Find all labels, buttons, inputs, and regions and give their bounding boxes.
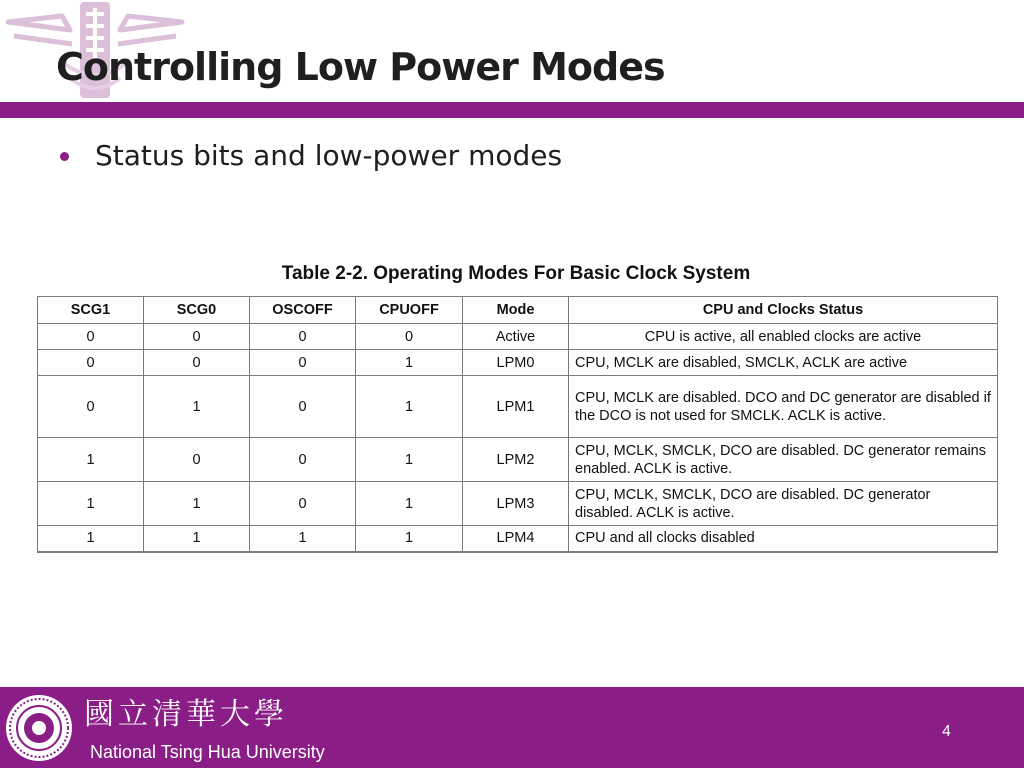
cell-scg0: 0 — [144, 324, 250, 350]
cell-scg1: 0 — [38, 350, 144, 376]
cell-mode: LPM1 — [463, 376, 569, 438]
operating-modes-table — [37, 296, 998, 553]
page-number: 4 — [942, 723, 951, 740]
cell-oscoff: 0 — [250, 324, 356, 350]
bullet-item — [60, 136, 562, 176]
footer-bar — [0, 687, 1024, 768]
cell-scg1: 0 — [38, 376, 144, 438]
cell-oscoff: 0 — [250, 482, 356, 526]
nthu-seal-icon — [4, 693, 74, 763]
table-row — [38, 376, 998, 438]
table-row — [38, 324, 998, 350]
cell-status: CPU, MCLK are disabled. DCO and DC generator are disabled if the DCO is not used for SMCLK. ACLK is active. — [569, 376, 998, 438]
cell-cpuoff: 0 — [356, 324, 463, 350]
cell-scg1: 1 — [38, 438, 144, 482]
bullet-dot-icon — [60, 152, 69, 161]
bullet-text: Status bits and low-power modes — [95, 139, 563, 172]
cell-scg0: 1 — [144, 376, 250, 438]
table-row — [38, 350, 998, 376]
university-name: National Tsing Hua University — [90, 742, 325, 762]
header-cpuoff: CPUOFF — [356, 297, 463, 324]
table-row — [38, 526, 998, 552]
table-caption: Table 2-2. Operating Modes For Basic Clock System — [281, 263, 751, 284]
cell-oscoff: 1 — [250, 526, 356, 552]
cell-mode: LPM4 — [463, 526, 569, 552]
cell-scg1: 1 — [38, 482, 144, 526]
cell-mode: Active — [463, 324, 569, 350]
table-row — [38, 482, 998, 526]
header-mode: Mode — [463, 297, 569, 324]
header-oscoff: OSCOFF — [250, 297, 356, 324]
cell-status: CPU, MCLK are disabled, SMCLK, ACLK are active — [569, 350, 998, 376]
table-header-row — [38, 297, 998, 324]
header-status: CPU and Clocks Status — [569, 297, 998, 324]
cell-cpuoff: 1 — [356, 350, 463, 376]
cell-scg0: 1 — [144, 482, 250, 526]
slide-title: Controlling Low Power Modes — [56, 45, 665, 89]
cell-mode: LPM3 — [463, 482, 569, 526]
cell-status: CPU, MCLK, SMCLK, DCO are disabled. DC generator remains enabled. ACLK is active. — [569, 438, 998, 482]
cell-status: CPU, MCLK, SMCLK, DCO are disabled. DC generator disabled. ACLK is active. — [569, 482, 998, 526]
cell-scg0: 0 — [144, 350, 250, 376]
cell-oscoff: 0 — [250, 350, 356, 376]
cell-scg1: 1 — [38, 526, 144, 552]
cell-oscoff: 0 — [250, 438, 356, 482]
cell-mode: LPM0 — [463, 350, 569, 376]
cell-scg1: 0 — [38, 324, 144, 350]
table-row — [38, 438, 998, 482]
title-divider-bar — [0, 102, 1024, 118]
cell-scg0: 1 — [144, 526, 250, 552]
cell-cpuoff: 1 — [356, 438, 463, 482]
cell-oscoff: 0 — [250, 376, 356, 438]
cell-cpuoff: 1 — [356, 376, 463, 438]
cell-cpuoff: 1 — [356, 526, 463, 552]
header-scg0: SCG0 — [144, 297, 250, 324]
cell-cpuoff: 1 — [356, 482, 463, 526]
cell-status: CPU is active, all enabled clocks are active — [569, 324, 998, 350]
cell-scg0: 0 — [144, 438, 250, 482]
cell-mode: LPM2 — [463, 438, 569, 482]
cell-status: CPU and all clocks disabled — [569, 526, 998, 552]
university-chinese-name: 國立清華大學 — [84, 697, 288, 732]
header-scg1: SCG1 — [38, 297, 144, 324]
